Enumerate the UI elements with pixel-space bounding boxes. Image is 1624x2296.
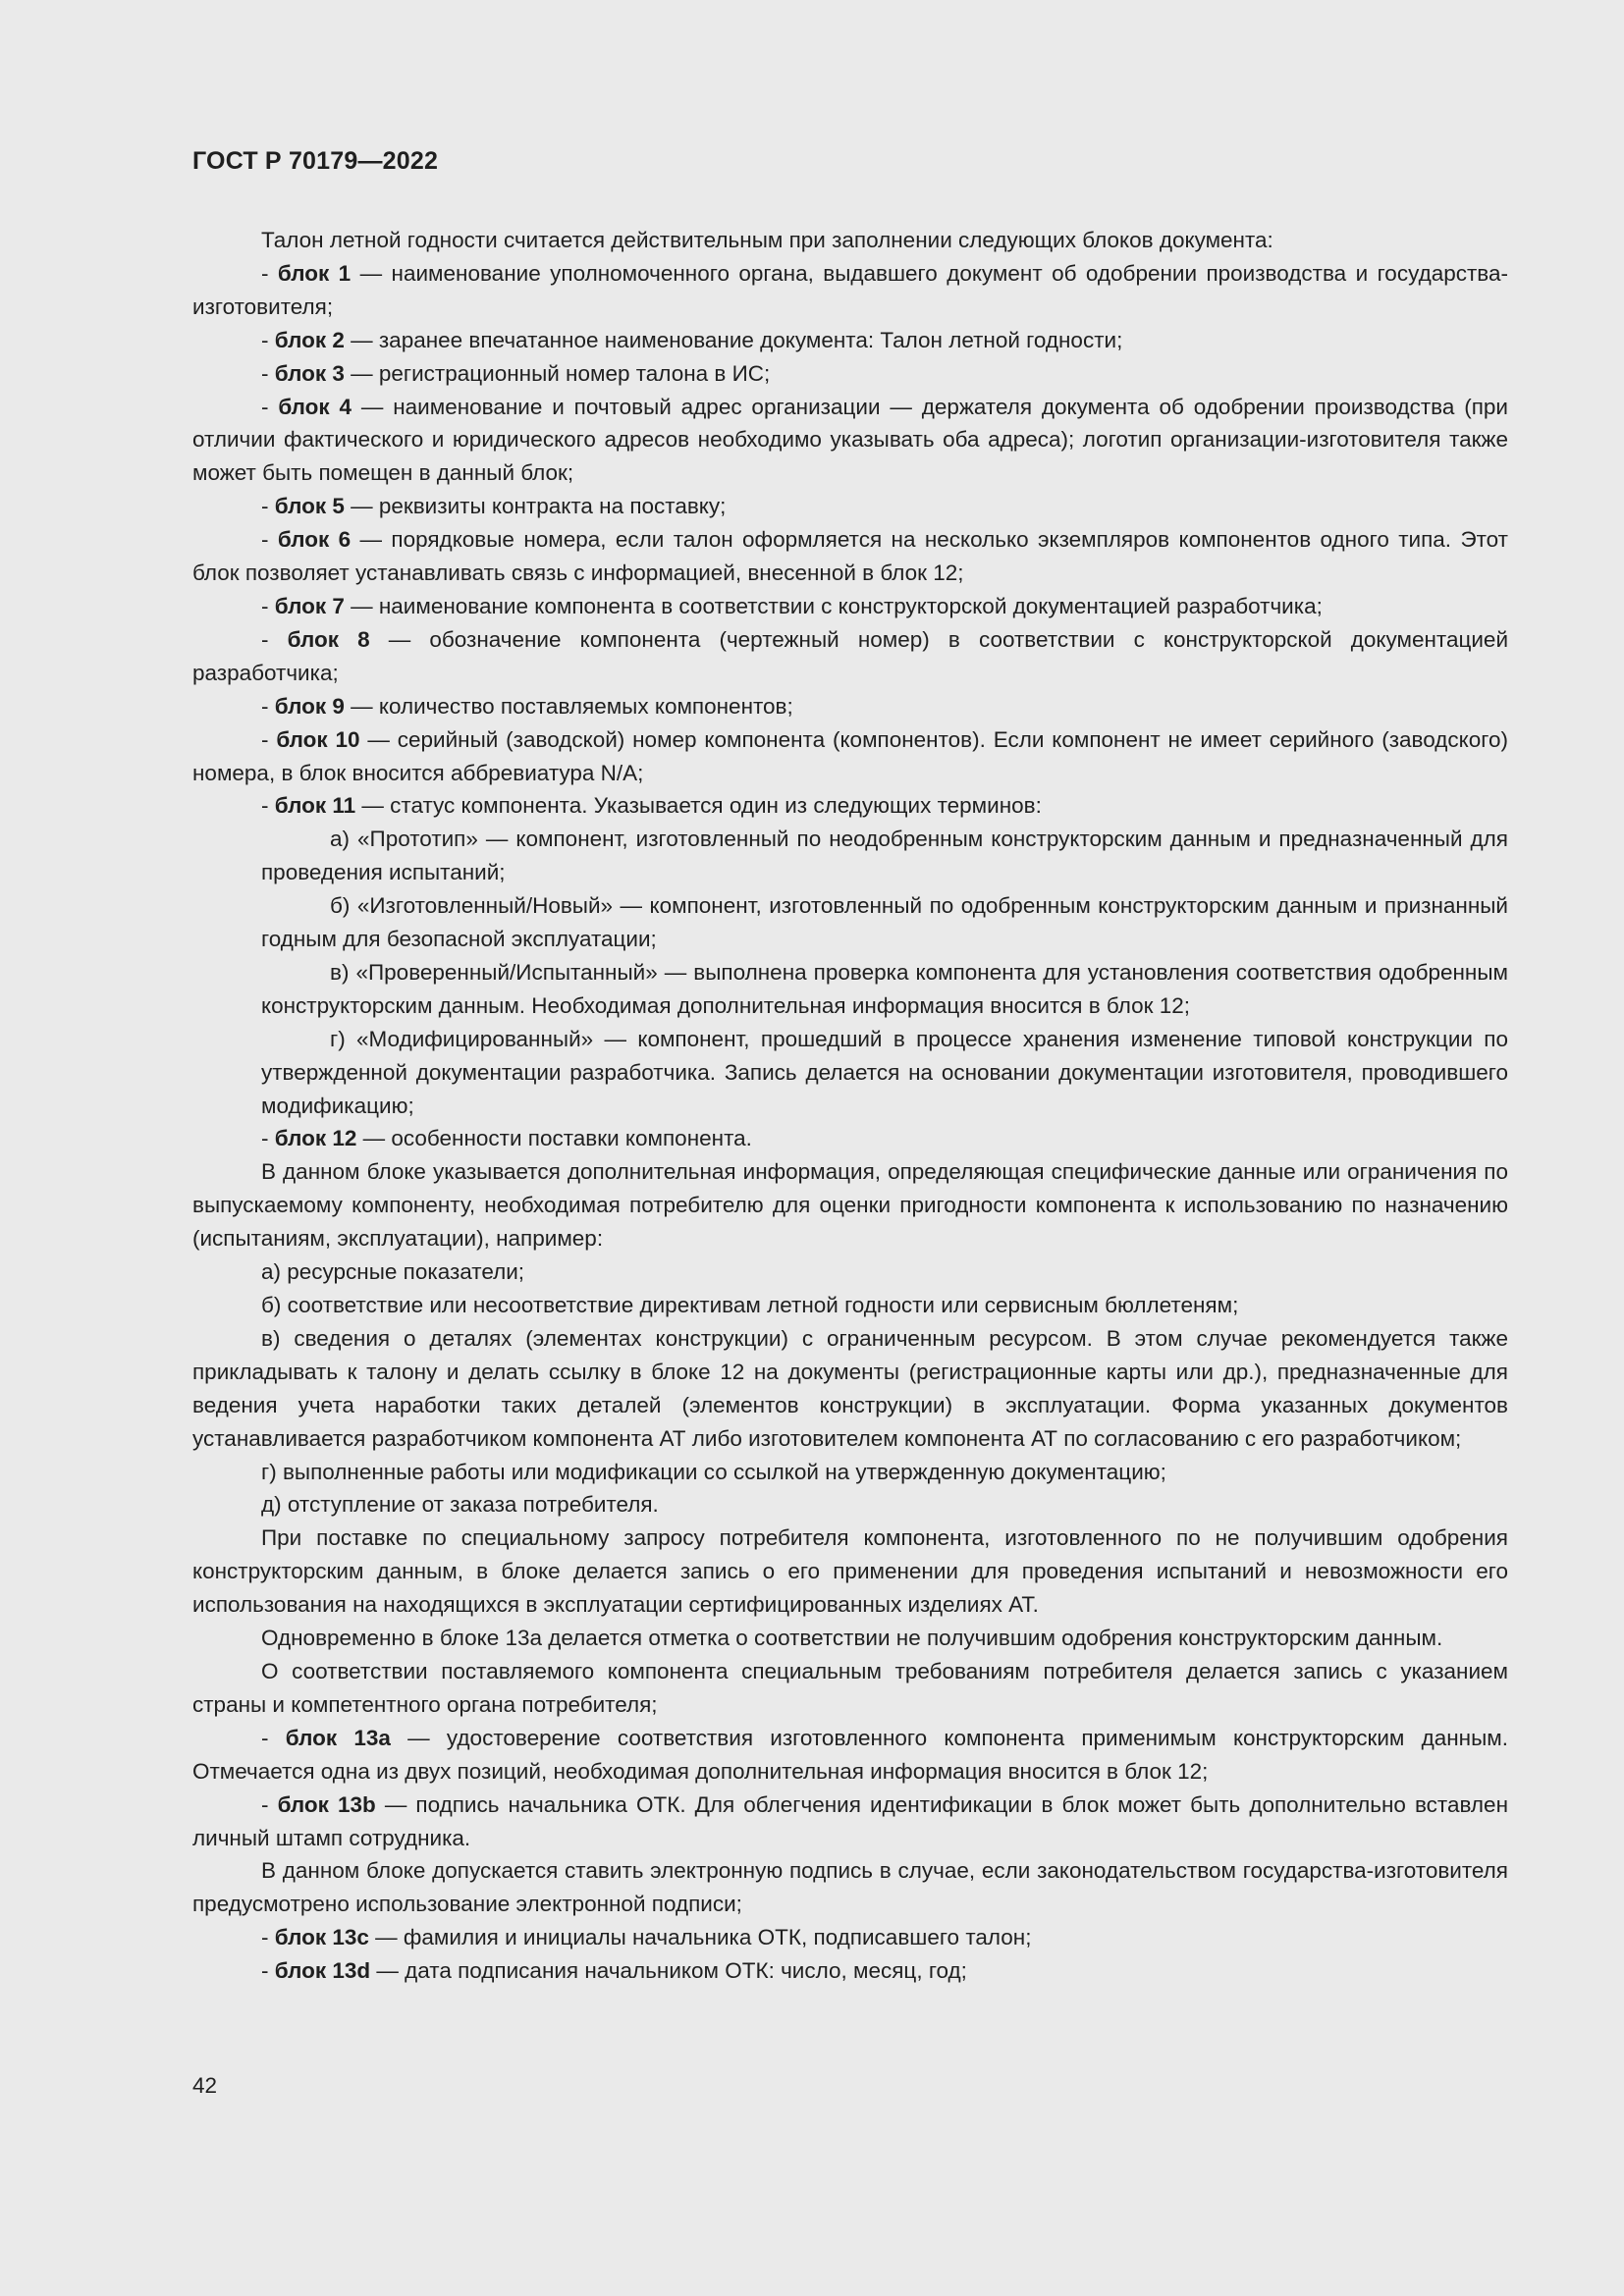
block-paragraph: - блок 7 — наименование компонента в соответствии с конструкторской документацией разработчика; bbox=[261, 593, 1323, 618]
block-label: блок 11 bbox=[274, 793, 356, 819]
block-text: — особенности поставки компонента. bbox=[356, 1126, 752, 1151]
sub-item-paragraph: г) «Модифицированный» — компонент, прошедший в процессе хранения изменение типовой конструкции по утвержденной документации разработчика. Запись делается на основании документации изготовителя, проводившего модификацию; bbox=[261, 1026, 1508, 1118]
block-label: блок 3 bbox=[274, 360, 345, 386]
block-label: блок 9 bbox=[274, 693, 345, 719]
block-label: блок 7 bbox=[274, 593, 345, 618]
block-label: блок 12 bbox=[274, 1126, 357, 1151]
block-text: — наименование и почтовый адрес организации — держателя документа об одобрении производства (при отличии фактического и юридического адресов необходимо указывать оба адреса); логотип организации-изготовителя также может быть помещен в данный блок; bbox=[192, 394, 1509, 486]
block-paragraph: - блок 13d — дата подписания начальником ОТК: число, месяц, год; bbox=[261, 1958, 967, 1984]
block-label: блок 6 bbox=[277, 527, 352, 553]
block-label: блок 8 bbox=[287, 626, 370, 652]
block-paragraph: - блок 11 — статус компонента. Указывается один из следующих терминов: bbox=[261, 793, 1042, 819]
block-paragraph: - блок 3 — регистрационный номер талона в ИС; bbox=[261, 360, 771, 386]
block-paragraph: - блок 4 — наименование и почтовый адрес организации — держателя документа об одобрении производства (при отличии фактического и юридического адресов необходимо указывать оба адреса); логотип организации-изготовителя также может быть помещен в данный блок; bbox=[192, 394, 1509, 486]
block-text: — подпись начальника ОТК. Для облегчения идентификации в блок может быть дополнительно вставлен личный штамп сотрудника. bbox=[192, 1791, 1508, 1850]
text-paragraph: а) ресурсные показатели; bbox=[261, 1259, 525, 1285]
block-text: — заранее впечатанное наименование документа: Талон летной годности; bbox=[344, 327, 1123, 352]
text-paragraph: Одновременно в блоке 13а делается отметка о соответствии не получившим одобрения конструкторским данным. bbox=[261, 1626, 1443, 1651]
block-text: — регистрационный номер талона в ИС; bbox=[344, 360, 771, 386]
document-header: ГОСТ Р 70179—2022 bbox=[192, 147, 439, 175]
text-paragraph: В данном блоке допускается ставить электронную подпись в случае, если законодательством государства-изготовителя предусмотрено использование электронной подписи; bbox=[192, 1858, 1508, 1917]
block-paragraph: - блок 13b — подпись начальника ОТК. Для облегчения идентификации в блок может быть дополнительно вставлен личный штамп сотрудника. bbox=[192, 1791, 1508, 1850]
text-paragraph: При поставке по специальному запросу потребителя компонента, изготовленного по не получившим одобрения конструкторским данным, в блоке делается запись о его применении для проведения испытаний и невозможности его использования на находящихся в эксплуатации сертифицированных изделиях АТ. bbox=[192, 1525, 1508, 1618]
block-text: — серийный (заводской) номер компонента (компонентов). Если компонент не имеет серийного (заводского) номера, в блок вносится аббревиатура N/A; bbox=[192, 726, 1508, 785]
block-text: — удостоверение соответствия изготовленного компонента применимым конструкторским данным. Отмечается одна из двух позиций, необходимая дополнительная информация вносится в блок 12; bbox=[192, 1725, 1508, 1784]
block-label: блок 13d bbox=[274, 1958, 371, 1984]
block-paragraph: - блок 8 — обозначение компонента (чертежный номер) в соответствии с конструкторской документацией разработчика; bbox=[192, 626, 1509, 685]
block-text: — порядковые номера, если талон оформляется на несколько экземпляров компонентов одного типа. Этот блок позволяет устанавливать связь с информацией, внесенной в блок 12; bbox=[192, 527, 1508, 586]
text-paragraph: б) соответствие или несоответствие директивам летной годности или сервисным бюллетеням; bbox=[261, 1293, 1239, 1317]
sub-item-paragraph: а) «Прототип» — компонент, изготовленный по неодобренным конструкторским данным и предназначенный для проведения испытаний; bbox=[261, 827, 1508, 885]
block-paragraph: - блок 6 — порядковые номера, если талон оформляется на несколько экземпляров компонентов одного типа. Этот блок позволяет устанавливать связь с информацией, внесенной в блок 12; bbox=[192, 527, 1508, 586]
block-paragraph: - блок 13a — удостоверение соответствия изготовленного компонента применимым конструкторским данным. Отмечается одна из двух позиций, необходимая дополнительная информация вносится в блок 12; bbox=[192, 1725, 1508, 1784]
block-paragraph: - блок 5 — реквизиты контракта на поставку; bbox=[261, 494, 727, 519]
block-label: блок 1 bbox=[277, 260, 352, 286]
block-text: — статус компонента. Указывается один из следующих терминов: bbox=[355, 793, 1042, 819]
sub-item-paragraph: в) «Проверенный/Испытанный» — выполнена проверка компонента для установления соответствия одобренным конструкторским данным. Необходимая дополнительная информация вносится в блок 12; bbox=[261, 959, 1508, 1018]
block-paragraph: - блок 10 — серийный (заводской) номер компонента (компонентов). Если компонент не имеет серийного (заводского) номера, в блок вносится аббревиатура N/A; bbox=[192, 726, 1508, 785]
text-paragraph: Талон летной годности считается действительным при заполнении следующих блоков документа: bbox=[261, 228, 1273, 252]
block-label: блок 10 bbox=[276, 726, 360, 752]
block-text: — обозначение компонента (чертежный номер) в соответствии с конструкторской документацией разработчика; bbox=[192, 626, 1509, 685]
block-text: — наименование уполномоченного органа, выдавшего документ об одобрении производства и государства-изготовителя; bbox=[192, 260, 1508, 319]
block-paragraph: - блок 2 — заранее впечатанное наименование документа: Талон летной годности; bbox=[261, 327, 1123, 352]
text-paragraph: д) отступление от заказа потребителя. bbox=[261, 1492, 659, 1518]
text-paragraph: В данном блоке указывается дополнительная информация, определяющая специфические данные или ограничения по выпускаемому компоненту, необходимая потребителю для оценки пригодности компонента к использованию по назначению (испытаниям, эксплуатации), например: bbox=[192, 1159, 1508, 1252]
text-paragraph: в) сведения о деталях (элементах конструкции) с ограниченным ресурсом. В этом случае рекомендуется также прикладывать к талону и делать ссылку в блоке 12 на документы (регистрационные карты или др.), предназначенные для ведения учета наработки таких деталей (элементов конструкции) в эксплуатации. Форма указанных документов устанавливается разработчиком компонента АТ либо изготовителем компонента АТ по согласованию с его разработчиком; bbox=[192, 1325, 1508, 1451]
block-paragraph: - блок 12 — особенности поставки компонента. bbox=[261, 1126, 752, 1151]
block-label: блок 5 bbox=[274, 494, 345, 519]
document-body bbox=[192, 224, 1508, 1988]
block-label: блок 2 bbox=[274, 327, 345, 352]
text-paragraph: О соответствии поставляемого компонента специальным требованиям потребителя делается запись с указанием страны и компетентного органа потребителя; bbox=[192, 1658, 1508, 1717]
block-label: блок 4 bbox=[278, 394, 352, 419]
block-label: блок 13c bbox=[274, 1925, 369, 1950]
block-text: — реквизиты контракта на поставку; bbox=[344, 494, 727, 519]
block-label: блок 13a bbox=[285, 1725, 391, 1750]
sub-item-paragraph: б) «Изготовленный/Новый» — компонент, изготовленный по одобренным конструкторским данным и признанный годным для безопасной эксплуатации; bbox=[261, 893, 1508, 952]
block-text: — дата подписания начальником ОТК: число, месяц, год; bbox=[370, 1958, 967, 1984]
block-text: — количество поставляемых компонентов; bbox=[344, 693, 793, 719]
block-paragraph: - блок 1 — наименование уполномоченного органа, выдавшего документ об одобрении производства и государства-изготовителя; bbox=[192, 260, 1508, 319]
block-paragraph: - блок 9 — количество поставляемых компонентов; bbox=[261, 693, 793, 719]
block-label: блок 13b bbox=[277, 1791, 376, 1817]
page-number: 42 bbox=[192, 2073, 218, 2098]
text-paragraph: г) выполненные работы или модификации со ссылкой на утвержденную документацию; bbox=[261, 1459, 1166, 1484]
block-text: — фамилия и инициалы начальника ОТК, подписавшего талон; bbox=[368, 1925, 1032, 1950]
block-paragraph: - блок 13c — фамилия и инициалы начальника ОТК, подписавшего талон; bbox=[261, 1925, 1032, 1950]
block-text: — наименование компонента в соответствии с конструкторской документацией разработчика; bbox=[344, 593, 1323, 618]
